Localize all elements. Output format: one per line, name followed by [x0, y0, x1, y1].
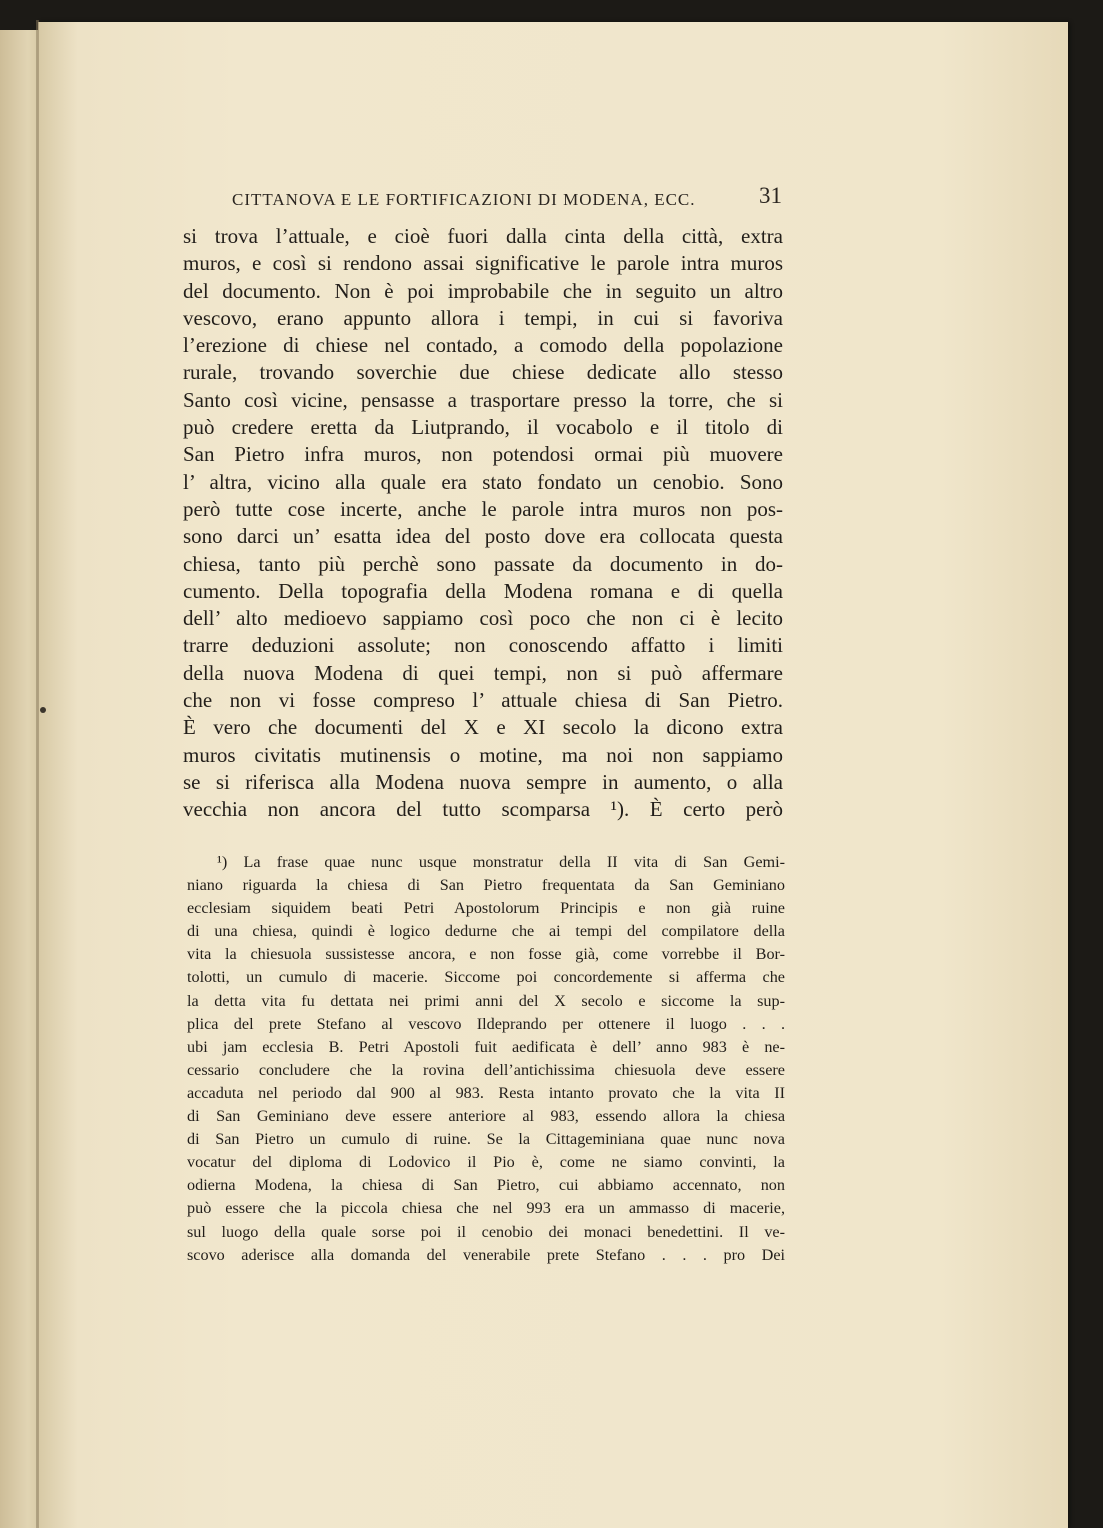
body-text-line: vecchia non ancora del tutto scomparsa ¹). È certo però	[183, 797, 783, 822]
footnote-line: plica del prete Stefano al vescovo Ildeprando per ottenere il luogo . . .	[187, 1014, 785, 1033]
footnote-line: scovo aderisce alla domanda del venerabile prete Stefano . . . pro Dei	[187, 1245, 785, 1264]
body-text-line: che non vi fosse compreso l’ attuale chiesa di San Pietro.	[183, 688, 783, 713]
page-fold	[36, 20, 39, 1528]
footnote-line: tolotti, un cumulo di macerie. Siccome poi concordemente si afferma che	[187, 968, 785, 987]
footnote-line: di una chiesa, quindi è logico dedurne che ai tempi del compilatore della	[187, 922, 785, 941]
main-text	[183, 223, 783, 824]
body-text-line: cumento. Della topografia della Modena romana e di quella	[183, 578, 783, 603]
page-header	[232, 180, 782, 214]
footnote-line: ¹) La frase quae nunc usque monstratur della II vita di San Gemi-	[217, 853, 785, 871]
footnote	[187, 851, 785, 1267]
body-text-line: si trova l’attuale, e cioè fuori dalla cinta della città, extra	[183, 224, 783, 248]
margin-speck	[40, 707, 46, 713]
footnote-line: può essere che la piccola chiesa che nel 993 era un ammasso di macerie,	[187, 1199, 785, 1218]
footnote-line: vita la chiesuola sussistesse ancora, e non fosse già, come vorrebbe il Bor-	[187, 945, 785, 964]
footnote-line: ecclesiam siquidem beati Petri Apostolorum Principis e non già ruine	[187, 899, 785, 918]
footnote-line: odierna Modena, la chiesa di San Pietro, cui abbiamo accennato, non	[187, 1176, 785, 1195]
running-head: CITTANOVA E LE FORTIFICAZIONI DI MODENA, ECC.	[232, 190, 696, 209]
body-text-line: È vero che documenti del X e XI secolo la dicono extra	[183, 715, 783, 740]
footnote-line: cessario concludere che la rovina dell’antichissima chiesuola deve essere	[187, 1060, 785, 1079]
body-text-line: muros, e così si rendono assai significative le parole intra muros	[183, 251, 783, 276]
body-text-line: del documento. Non è poi improbabile che in seguito un altro	[183, 278, 783, 303]
footnote-line: sul luogo della quale sorse poi il cenobio dei monaci benedettini. Il ve-	[187, 1222, 785, 1241]
body-text-line: l’ altra, vicino alla quale era stato fondato un cenobio. Sono	[183, 469, 783, 494]
body-text-line: sono darci un’ esatta idea del posto dove era collocata questa	[183, 524, 783, 549]
body-text-line: trarre deduzioni assolute; non conoscendo affatto i limiti	[183, 633, 783, 658]
footnote-line: ubi jam ecclesia B. Petri Apostoli fuit aedificata è dell’ anno 983 è ne-	[187, 1037, 785, 1056]
body-text-line: rurale, trovando soverchie due chiese dedicate allo stesso	[183, 360, 783, 385]
body-text-line: muros civitatis mutinensis o motine, ma noi non sappiamo	[183, 742, 783, 767]
body-text-line: però tutte cose incerte, anche le parole intra muros non pos-	[183, 496, 783, 521]
footnote-line: di San Geminiano deve essere anteriore al 983, essendo allora la chiesa	[187, 1107, 785, 1126]
footnote-line: accaduta nel periodo dal 900 al 983. Resta intanto provato che la vita II	[187, 1083, 785, 1102]
body-text-line: dell’ alto medioevo sappiamo così poco che non ci è lecito	[183, 606, 783, 631]
left-page-edge	[0, 30, 40, 1528]
body-text-line: chiesa, tanto più perchè sono passate da documento in do-	[183, 551, 783, 576]
footnote-line: di San Pietro un cumulo di ruine. Se la Cittageminiana quae nunc nova	[187, 1130, 785, 1149]
body-text-line: vescovo, erano appunto allora i tempi, in cui si favoriva	[183, 305, 783, 330]
footnote-line: vocatur del diploma di Lodovico il Pio è, come ne siamo convinti, la	[187, 1153, 785, 1172]
footnote-line: la detta vita fu dettata nei primi anni del X secolo e siccome la sup-	[187, 991, 785, 1010]
body-text-line: l’erezione di chiese nel contado, a comodo della popolazione	[183, 333, 783, 358]
body-text-line: San Pietro infra muros, non potendosi ormai più muovere	[183, 442, 783, 467]
body-text-line: può credere eretta da Liutprando, il vocabolo e il titolo di	[183, 415, 783, 440]
body-text-line: della nuova Modena di quei tempi, non si può affermare	[183, 660, 783, 685]
footnote-line: niano riguarda la chiesa di San Pietro frequentata da San Geminiano	[187, 876, 785, 895]
body-text-line: Santo così vicine, pensasse a trasportare presso la torre, che si	[183, 387, 783, 412]
page-number: 31	[759, 183, 782, 208]
body-text-line: se si riferisca alla Modena nuova sempre in aumento, o alla	[183, 769, 783, 794]
